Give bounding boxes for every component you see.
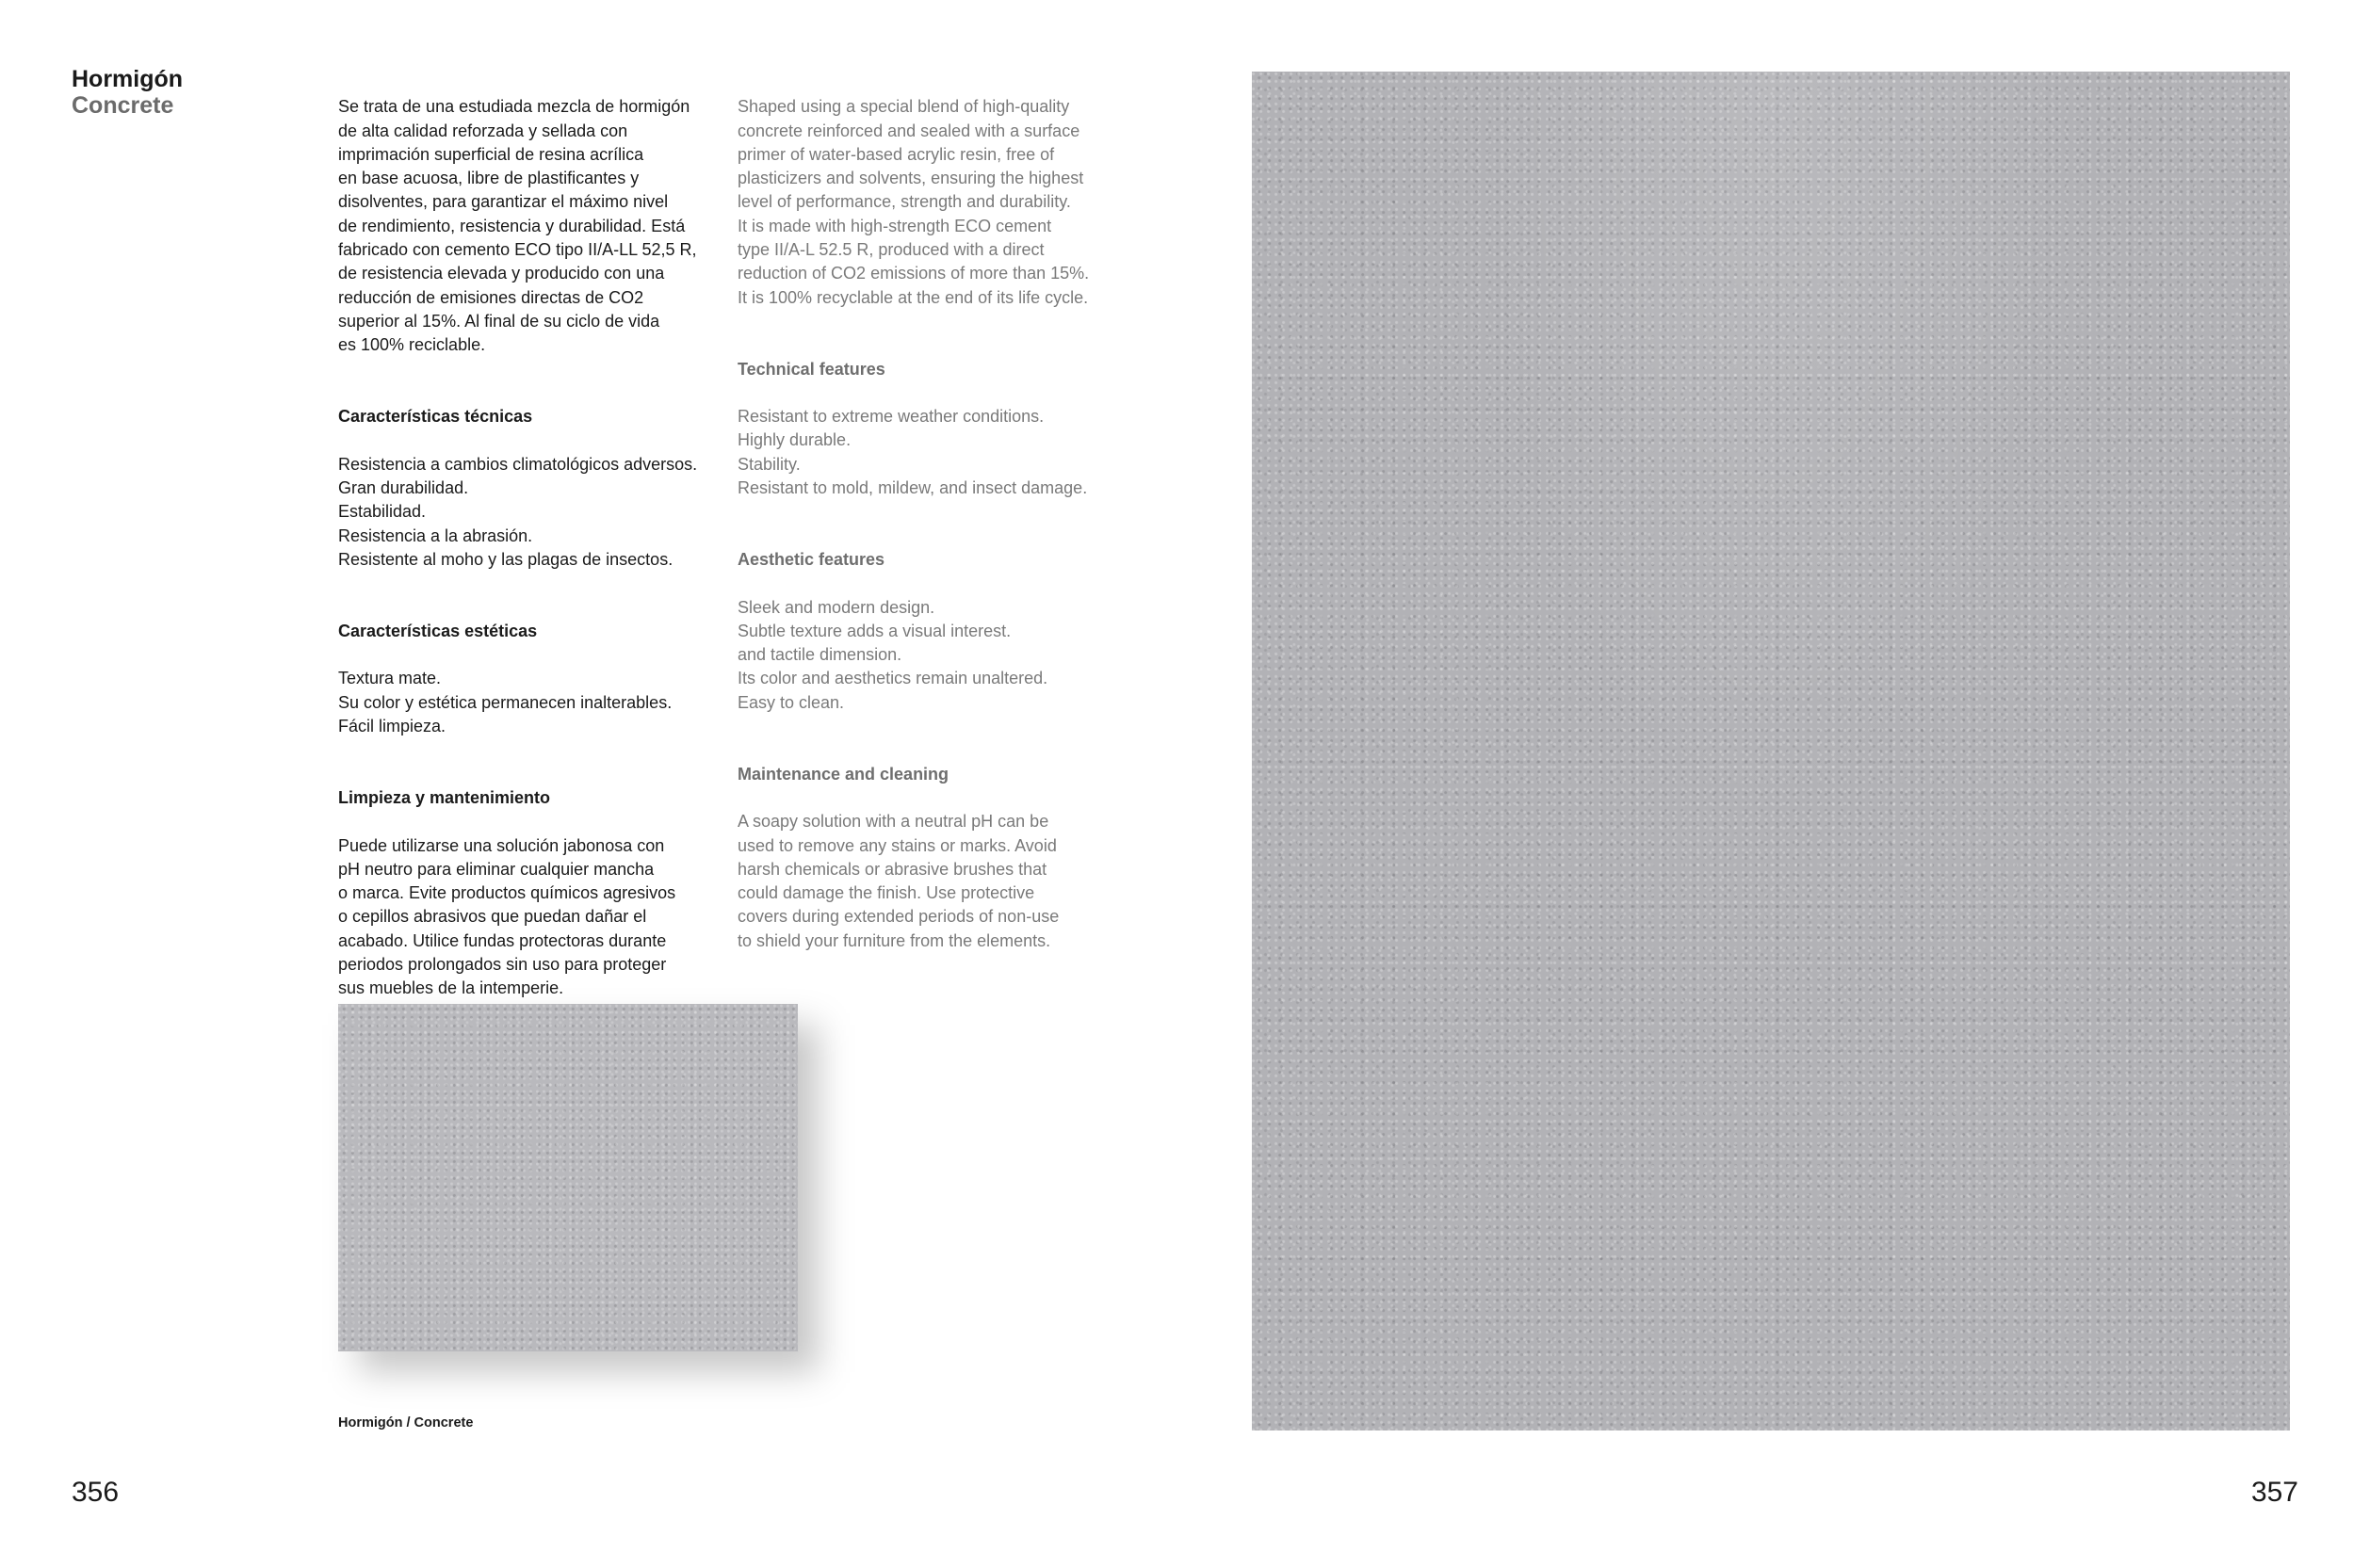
spanish-maintenance-body: Puede utilizarse una solución jabonosa con pH neutro para eliminar cualquier mancha o marca. Evite productos químicos agresivos o cepillos abrasivos que puedan dañar el acabado. Utilice fundas protectoras durante periodos prolongados sin uso para proteger sus muebles de la intemperie.	[338, 835, 676, 998]
english-aesthetic-body: Sleek and modern design. Subtle texture adds a visual interest. and tactile dimension. Its color and aesthetics remain unaltered. Easy to clean.	[738, 597, 1048, 712]
page-number-right: 357	[2250, 1477, 2298, 1508]
page-number-left: 356	[72, 1477, 120, 1508]
title-spanish: Hormigón	[72, 66, 184, 92]
spanish-aesthetic-body: Textura mate. Su color y estética permanecen inalterables. Fácil limpieza.	[338, 669, 673, 736]
title-english: Concrete	[72, 92, 174, 119]
spanish-technical-body: Resistencia a cambios climatológicos adversos. Gran durabilidad. Estabilidad. Resistencia a la abrasión. Resistente al moho y las plagas de insectos.	[338, 454, 698, 569]
english-description-column	[738, 72, 1133, 977]
swatch-texture	[338, 1004, 798, 1351]
english-technical-body: Resistant to extreme weather conditions. Highly durable. Stability. Resistant to mold, mildew, and insect damage.	[738, 407, 1088, 498]
english-intro: Shaped using a special blend of high-quality concrete reinforced and sealed with a surface primer of water-based acrylic resin, free of plasticizers and solvents, ensuring the highest level of performance, strength and durability. It is made with high-strength ECO cement type II/A-L 52.5 R, produced with a direct reduction of CO2 emissions of more than 15%. It is 100% recyclable at the end of its life cycle.	[738, 97, 1090, 307]
spanish-aesthetic-heading: Características estéticas	[338, 621, 538, 640]
concrete-texture-image	[1252, 72, 2290, 1431]
spanish-maintenance-heading: Limpieza y mantenimiento	[338, 787, 551, 807]
spanish-description-column	[338, 72, 734, 1025]
english-aesthetic-heading: Aesthetic features	[738, 549, 885, 569]
english-maintenance-body: A soapy solution with a neutral pH can be used to remove any stains or marks. Avoid harsh chemicals or abrasive brushes that could damage the finish. Use protective covers during extended periods of non-use to shield your furniture from the elements.	[738, 812, 1060, 950]
swatch-caption: Hormigón / Concrete	[338, 1415, 474, 1431]
material-title	[72, 66, 183, 119]
spanish-intro: Se trata de una estudiada mezcla de hormigón de alta calidad reforzada y sellada con imprimación superficial de resina acrílica en base acuosa, libre de plastificantes y disolventes, para garantizar el máximo nivel de rendimiento, resistencia y durabilidad. Está fabricado con cemento ECO tipo II/A-LL 52,5 R, de resistencia elevada y producido con una reducción de emisiones directas de CO2 superior al 15%. Al final de su ciclo de vida es 100% reciclable.	[338, 97, 697, 355]
left-page	[0, 0, 1176, 1568]
right-page	[1176, 0, 2353, 1568]
english-maintenance-heading: Maintenance and cleaning	[738, 764, 949, 784]
spanish-technical-heading: Características técnicas	[338, 407, 533, 427]
concrete-sample-swatch	[338, 1004, 798, 1351]
english-technical-heading: Technical features	[738, 359, 885, 379]
